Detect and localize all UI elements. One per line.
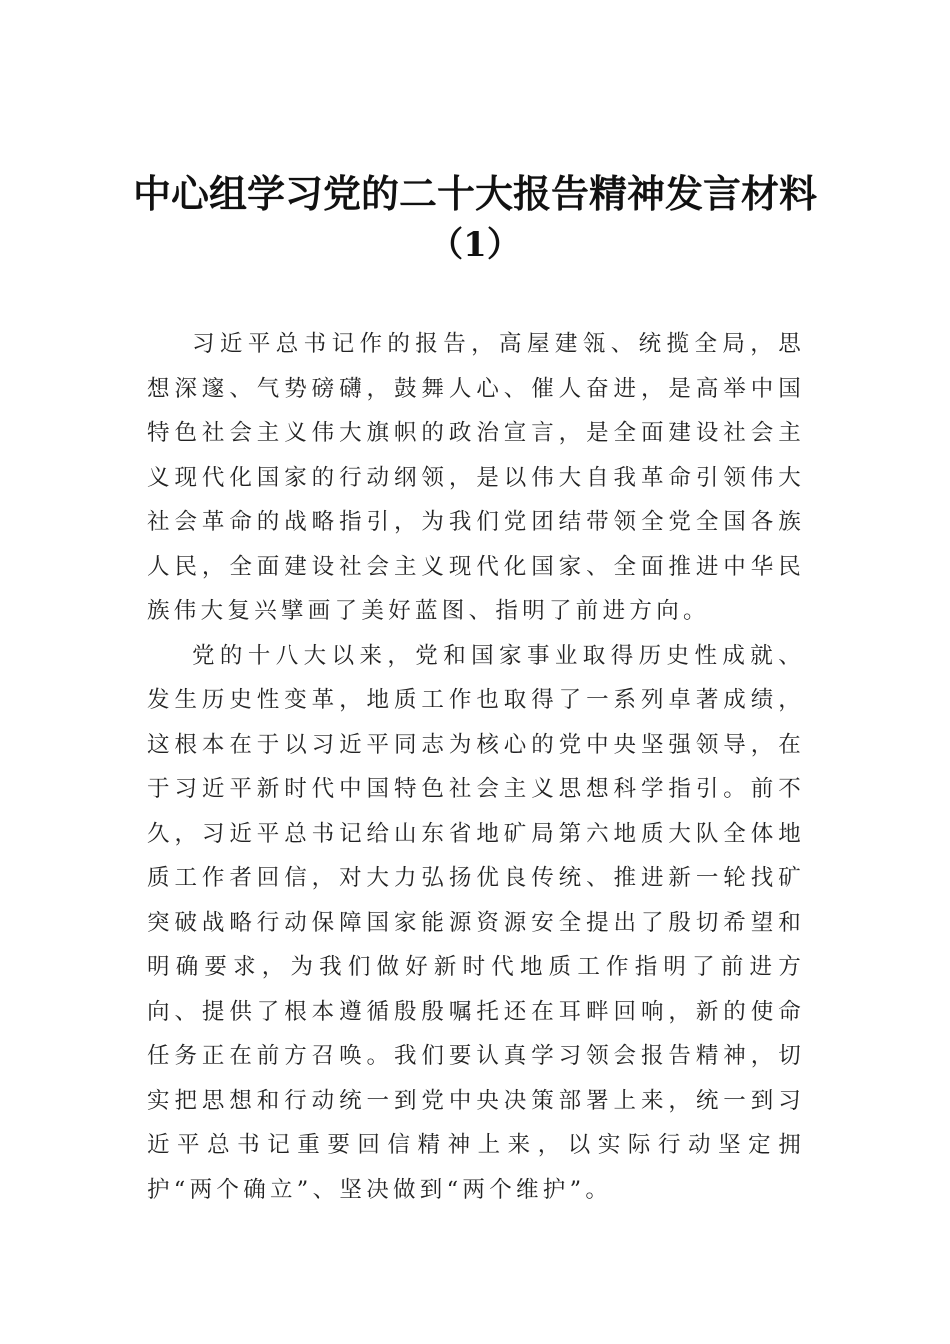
paragraph-1: 习近平总书记作的报告，高屋建瓴、统揽全局，思想深邃、气势磅礴，鼓舞人心、催人奋进，是高举中国特色社会主义伟大旗帜的政治宣言，是全面建设社会主义现代化国家的行动纲领，是以伟大自我革命引领伟大社会革命的战略指引，为我们党团结带领全党全国各族人民，全面建设社会主义现代化国家、全面推进中华民族伟大复兴擘画了美好蓝图、指明了前进方向。	[147, 331, 805, 624]
paragraph-2: 党的十八大以来，党和国家事业取得历史性成就、发生历史性变革，地质工作也取得了一系列卓著成绩，这根本在于以习近平同志为核心的党中央坚强领导，在于习近平新时代中国特色社会主义思想科学指引。前不久，习近平总书记给山东省地矿局第六地质大队全体地质工作者回信，对大力弘扬优良传统、推进新一轮找矿突破战略行动保障国家能源资源安全提出了殷切希望和明确要求，为我们做好新时代地质工作指明了前进方向、提供了根本遵循殷殷嘱托还在耳畔回响，新的使命任务正在前方召唤。我们要认真学习领会报告精神，切实把思想和行动统一到党中央决策部署上来，统一到习近平总书记重要回信精神上来，以实际行动坚定拥护“两个确立”、坚决做到“两个维护”。	[147, 642, 805, 1203]
document-title: 中心组学习党的二十大报告精神发言材料	[132, 171, 817, 216]
document-body	[147, 322, 805, 1212]
title-block	[0, 168, 950, 268]
document-subtitle: （1）	[429, 225, 521, 265]
